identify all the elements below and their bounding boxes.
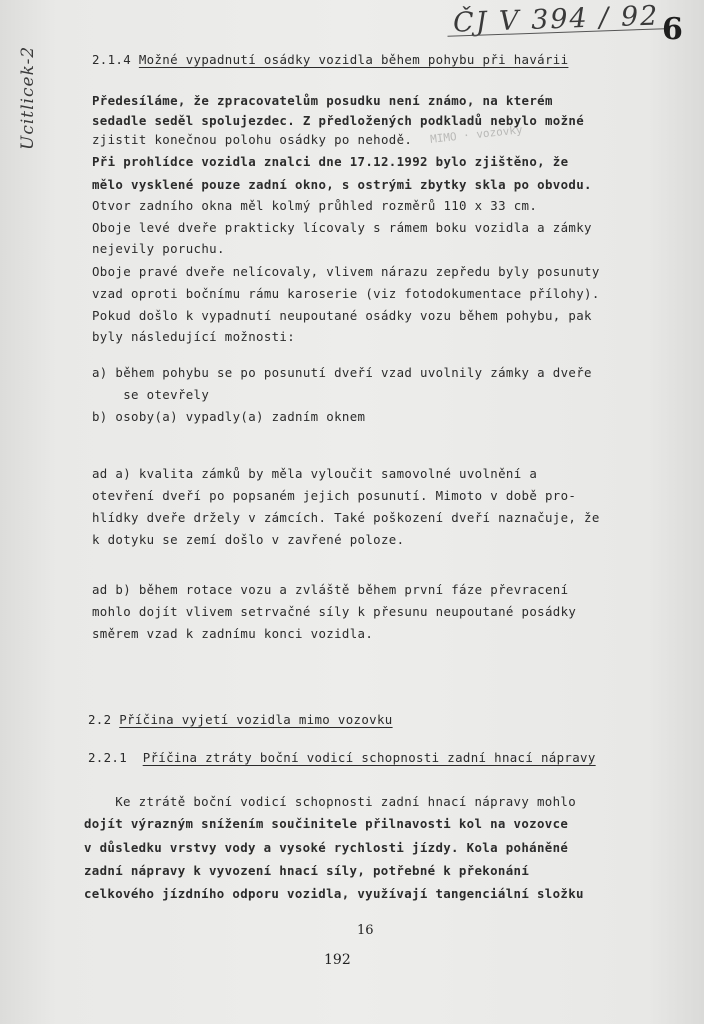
option-line: a) během pohybu se po posunutí dveří vzad uvolnily zámky a dveře xyxy=(92,365,592,380)
ad-a-line: k dotyku se zemí došlo v zavřené poloze. xyxy=(92,532,405,547)
paragraph-line: sedadle seděl spolujezdec. Z předložených podkladů nebylo možné xyxy=(92,113,585,128)
handwritten-case-reference: ČJ V 394 / 92 xyxy=(452,0,660,39)
handwritten-page-mark: 6 xyxy=(662,12,683,47)
inner-page-number: 16 xyxy=(357,923,374,938)
paragraph-line: celkového jízdního odporu vozidla, využívají tangenciální složku xyxy=(84,886,584,901)
paragraph-line: Předesíláme, že zpracovatelům posudku není známo, na kterém xyxy=(92,93,553,108)
paragraph-line: Oboje levé dveře prakticky lícovaly s rámem boku vozidla a zámky xyxy=(92,220,592,235)
paragraph-line: mělo vysklené pouze zadní okno, s ostrými zbytky skla po obvodu. xyxy=(92,177,592,192)
ad-b-line: ad b) během rotace vozu a zvláště během první fáze převracení xyxy=(92,582,569,597)
paragraph-line: Ke ztrátě boční vodicí schopnosti zadní hnací nápravy mohlo xyxy=(84,794,577,809)
paragraph-line: zjistit konečnou polohu osádky po nehodě. xyxy=(92,132,413,147)
paragraph-line: byly následující možnosti: xyxy=(92,329,296,344)
ad-b-line: směrem vzad k zadnímu konci vozidla. xyxy=(92,626,374,641)
paragraph-line: v důsledku vrstvy vody a vysoké rychlosti jízdy. Kola poháněné xyxy=(84,840,569,855)
paragraph-line: Otvor zadního okna měl kolmý průhled rozměrů 110 x 33 cm. xyxy=(92,198,538,213)
outer-page-number: 192 xyxy=(324,952,351,968)
ad-a-line: otevření dveří po popsaném jejich posunutí. Mimoto v době pro- xyxy=(92,488,577,503)
section-title: Možné vypadnutí osádky vozidla během pohybu při havárii xyxy=(138,52,569,67)
option-line: b) osoby(a) vypadly(a) zadním oknem xyxy=(92,409,366,424)
paragraph-line: Pokud došlo k vypadnutí neupoutané osádky vozu během pohybu, pak xyxy=(92,308,592,323)
section-number: 2.2 xyxy=(88,712,112,727)
handwritten-margin-note: Ucitlicek-2 xyxy=(18,45,38,150)
ad-b-line: mohlo dojít vlivem setrvačné síly k přesunu neupoutané posádky xyxy=(92,604,577,619)
ad-a-line: hlídky dveře držely v zámcích. Také poškození dveří naznačuje, že xyxy=(92,510,600,525)
paragraph-line: dojít výrazným snížením součinitele přilnavosti kol na vozovce xyxy=(84,816,569,831)
paragraph-line: vzad oproti bočnímu rámu karoserie (viz fotodokumentace přílohy). xyxy=(92,286,600,301)
section-number: 2.1.4 xyxy=(92,52,132,67)
section-title: Příčina ztráty boční vodicí schopnosti zadní hnací nápravy xyxy=(142,750,596,765)
paragraph-line: Při prohlídce vozidla znalci dne 17.12.1992 bylo zjištěno, že xyxy=(92,154,569,169)
paragraph-line: nejevily poruchu. xyxy=(92,241,225,256)
section-number: 2.2.1 xyxy=(88,750,128,765)
paragraph-line: Oboje pravé dveře nelícovaly, vlivem nárazu zepředu byly posunuty xyxy=(92,264,600,279)
faint-stamp-text: MIMO · vozovky xyxy=(429,123,524,146)
section-2-2-1-heading xyxy=(88,750,596,765)
option-line: se otevřely xyxy=(92,387,210,402)
section-2-2-heading xyxy=(88,712,393,727)
section-2-1-4-heading xyxy=(92,52,568,67)
paragraph-line: zadní nápravy k vyvození hnací síly, potřebné k překonání xyxy=(84,863,530,878)
section-title: Příčina vyjetí vozidla mimo vozovku xyxy=(119,712,393,727)
ad-a-line: ad a) kvalita zámků by měla vyloučit samovolné uvolnění a xyxy=(92,466,538,481)
